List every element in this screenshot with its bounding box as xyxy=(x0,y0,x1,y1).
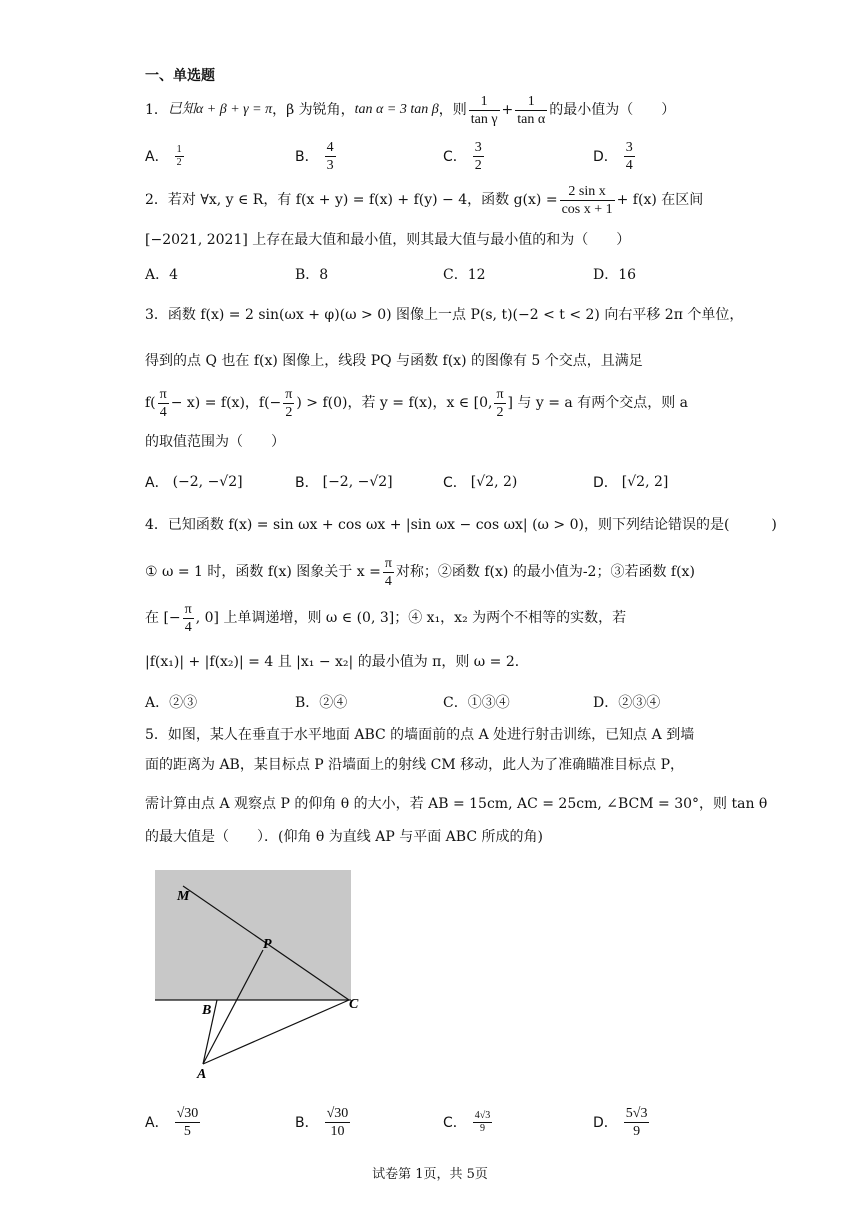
q2-option-c[interactable]: C．12 xyxy=(443,267,486,283)
label-a: A xyxy=(197,1067,207,1082)
label-b: B xyxy=(202,1003,212,1018)
q4-line-3 xyxy=(145,599,626,637)
q4-option-d[interactable]: D．②③④ xyxy=(593,695,661,711)
q2-option-d[interactable]: D．16 xyxy=(593,267,637,283)
q4-fraction-1: $\frac{\pi}{4}$ xyxy=(384,555,392,589)
q4-text-d: , 0] 上单调递增，则 ω ∈ (0, 3]；④ x₁，x₂ 为两个不相等的实数，若 xyxy=(195,610,627,626)
q1-text-3: 的最小值为（ ） xyxy=(549,102,676,118)
q5-line-3: 需计算由点 A 观察点 P 的仰角 θ 的大小，若 AB = 15cm, AC = 25cm, ∠BCM = 30°，则 tan θ xyxy=(145,796,768,812)
q3-text-d: ] 与 y = a 有两个交点，则 a xyxy=(507,395,689,411)
label-p: P xyxy=(263,937,272,952)
q4-line-4: |f(x₁)| + |f(x₂)| = 4 且 |x₁ − x₂| 的最小值为 π，则 ω = 2． xyxy=(145,654,529,670)
q5-line-1: 5．如图，某人在垂直于水平地面 ABC 的墙面前的点 A 处进行射击训练，已知点 A 到墙 xyxy=(145,727,695,743)
q1-number: 1． xyxy=(145,102,168,118)
q4-line-1: 4．已知函数 f(x) = sin ωx + cos ωx + |sin ωx − cos ωx| (ω > 0)，则下列结论错误的是( ) xyxy=(145,517,777,533)
q4-text-c: 在 [− xyxy=(145,610,181,626)
q3-option-c[interactable]: C． [√2, 2) xyxy=(443,474,518,491)
q3-line-1: 3．函数 f(x) = 2 sin(ωx + φ)(ω > 0) 图像上一点 P(s, t)(−2 < t < 2) 向右平移 2π 个单位， xyxy=(145,307,744,323)
q2-number: 2． xyxy=(145,192,168,208)
q4-option-a[interactable]: A．②③ xyxy=(145,695,198,711)
q4-fraction-2: $\frac{\pi}{4}$ xyxy=(184,601,192,635)
q2-fraction: $\frac{\text{2 sin x}}{\text{cos x + 1}}$ xyxy=(561,183,613,217)
question-1-stem xyxy=(145,92,675,128)
q3-fraction-2: $\frac{\pi}{2}$ xyxy=(285,386,293,420)
q4-option-c[interactable]: C．①③④ xyxy=(443,695,510,711)
q2-line-2: [−2021, 2021] 上存在最大值和最小值，则其最大值与最小值的和为（ ） xyxy=(145,232,631,248)
q5-line-2: 面的距离为 AB，某目标点 P 沿墙面上的射线 CM 移动，此人为了准确瞄准目标点 P， xyxy=(145,757,684,773)
q2-option-b[interactable]: B．8 xyxy=(295,267,329,283)
q2-option-a[interactable]: A．4 xyxy=(145,267,179,283)
label-m: M xyxy=(177,889,190,904)
q3-text-b: − x) = f(x)，f(− xyxy=(170,395,282,411)
q1-option-c[interactable]: C． 3 2 xyxy=(443,139,482,173)
q4-option-b[interactable]: B．②④ xyxy=(295,695,348,711)
q3-fraction-1: π 4 xyxy=(159,386,167,420)
q5-option-c[interactable]: C． 4√3 9 xyxy=(443,1109,491,1134)
q4-line-2 xyxy=(145,553,695,591)
question-2-stem xyxy=(145,182,703,218)
q1-option-a[interactable]: A． 1 2 xyxy=(145,143,182,168)
q4-text-b: 对称；②函数 f(x) 的最小值为-2；③若函数 f(x) xyxy=(395,564,695,580)
q1-condition: 已知α + β + γ = π xyxy=(167,102,273,117)
q1-option-d[interactable]: D． 3 4 xyxy=(593,139,633,173)
q5-line-4: 的最大值是（ ）．(仰角 θ 为直线 AP 与平面 ABC 所成的角) xyxy=(145,829,543,845)
segment-ac xyxy=(203,1000,349,1064)
q1-text: ，β 为锐角， xyxy=(272,102,355,118)
q3-text-c: ) > f(0)，若 y = f(x)，x ∈ [0, xyxy=(296,395,493,411)
wall-geometry-figure xyxy=(145,862,385,1092)
q5-option-a[interactable]: A． √30 5 xyxy=(145,1105,199,1139)
q5-option-d[interactable]: D． 5√3 9 xyxy=(593,1105,648,1139)
q3-text-a: f( xyxy=(145,395,156,411)
q1-fraction-1: 1 tan γ xyxy=(470,93,498,127)
q3-fraction-3: π 2 xyxy=(496,386,504,420)
q1-fraction-2: $\frac{1}{\text{tan α}}$ xyxy=(517,93,546,127)
label-c: C xyxy=(349,997,359,1012)
q3-line-2: 得到的点 Q 也在 f(x) 图像上，线段 PQ 与函数 f(x) 的图像有 5 个交点，且满足 xyxy=(145,353,643,369)
q3-option-b[interactable]: B． [−2, −√2] xyxy=(295,474,393,491)
q1-equation: tan α = 3 tan β xyxy=(354,102,439,117)
q3-line-3 xyxy=(145,384,688,422)
q5-option-b[interactable]: B． √30 10 xyxy=(295,1105,349,1139)
q3-line-4: 的取值范围为（ ） xyxy=(145,434,285,450)
q3-option-a[interactable]: A． (−2, −√2] xyxy=(145,474,243,491)
q3-option-d[interactable]: D． [√2, 2] xyxy=(593,474,669,491)
q1-plus: + xyxy=(501,102,514,118)
page-footer: 试卷第 1页，共 5页 xyxy=(372,1167,488,1182)
q2-text: 若对 ∀x, y ∈ R，有 f(x + y) = f(x) + f(y) − 4，函数 g(x) = xyxy=(167,192,558,208)
section-title: 一、单选题 xyxy=(145,68,215,84)
q1-option-b[interactable]: B． 4 3 xyxy=(295,139,334,173)
q1-text-2: ，则 xyxy=(438,102,467,118)
q4-text-a: ① ω = 1 时，函数 f(x) 图象关于 x = xyxy=(145,564,381,580)
q2-text-2: + f(x) 在区间 xyxy=(616,192,704,208)
